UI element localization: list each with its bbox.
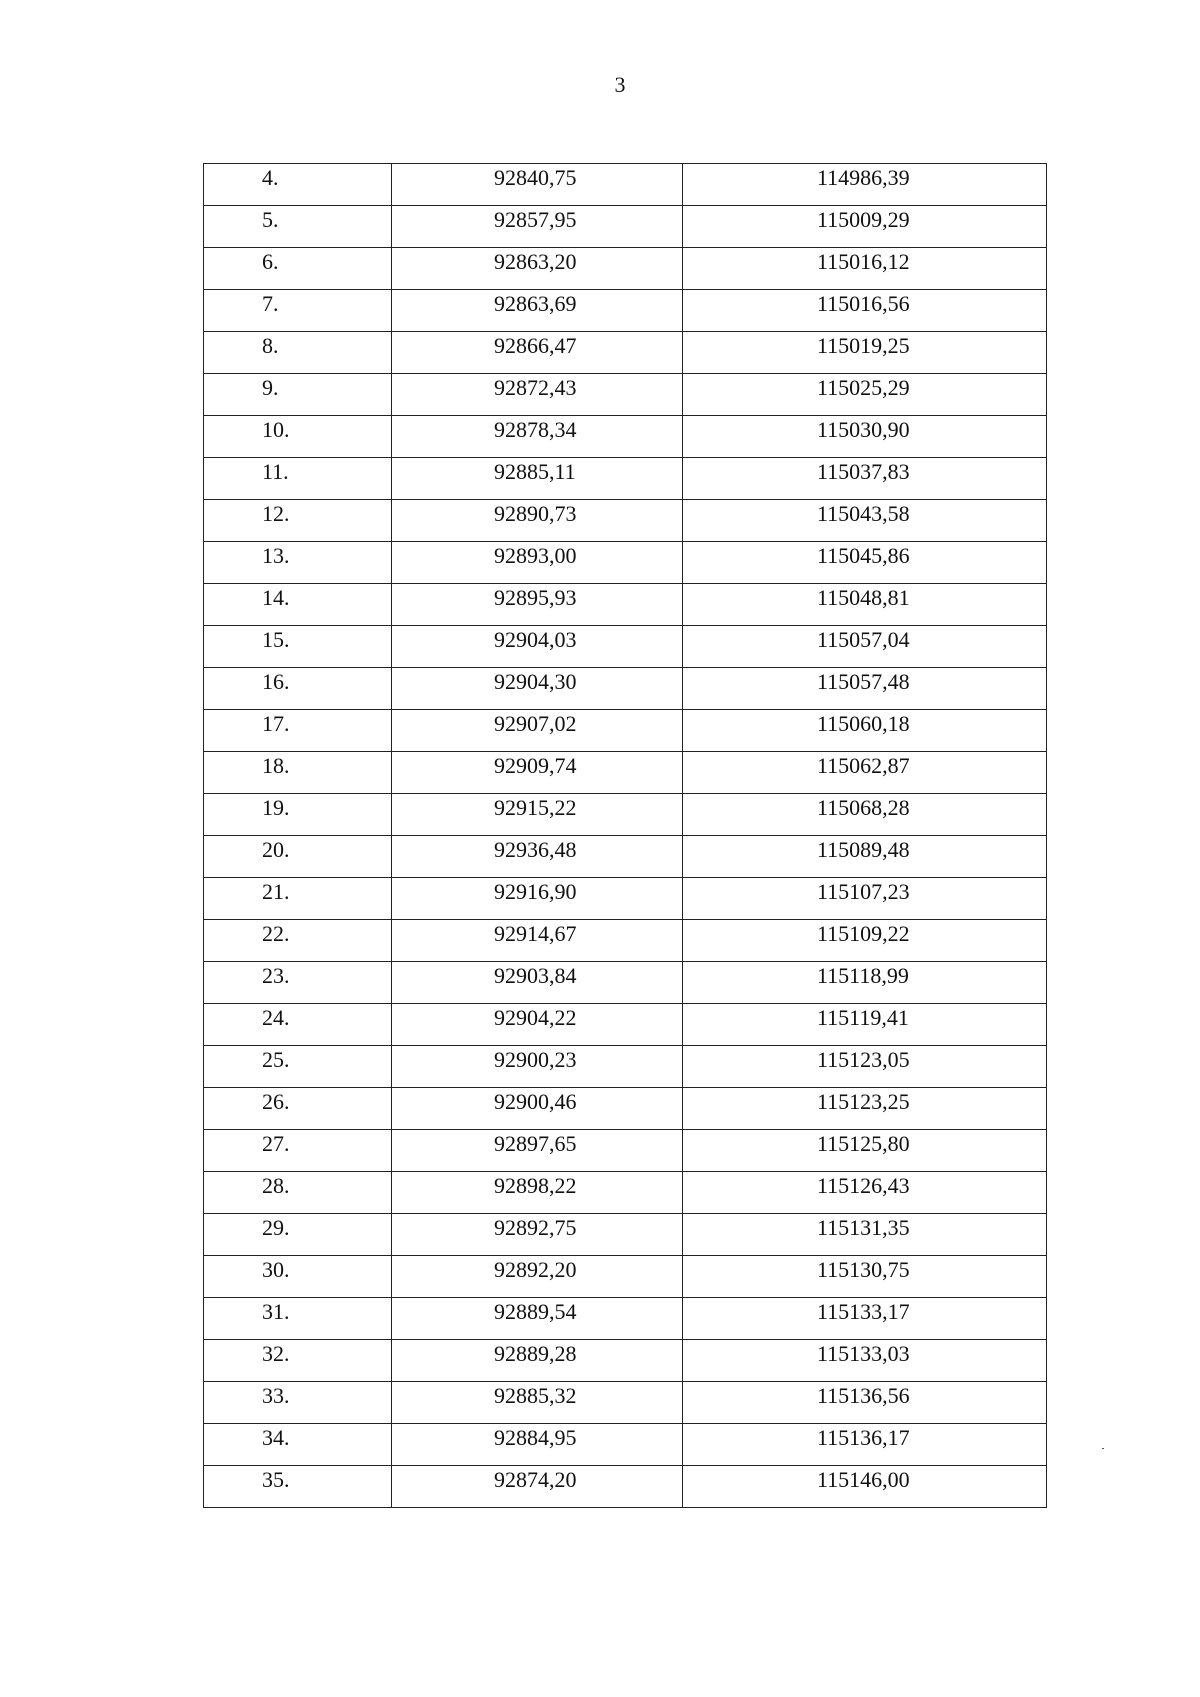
point-number-cell: 24. xyxy=(204,1004,392,1046)
x-coordinate-cell: 92897,65 xyxy=(392,1130,683,1172)
y-coordinate-cell: 115048,81 xyxy=(683,584,1047,626)
point-number-cell: 14. xyxy=(204,584,392,626)
coordinates-table-body xyxy=(204,164,1047,1508)
point-number-cell: 35. xyxy=(204,1466,392,1508)
y-coordinate-cell: 115057,04 xyxy=(683,626,1047,668)
y-coordinate-cell: 115016,12 xyxy=(683,248,1047,290)
table-row xyxy=(204,1424,1047,1466)
table-row xyxy=(204,1046,1047,1088)
y-coordinate-cell: 115146,00 xyxy=(683,1466,1047,1508)
x-coordinate-cell: 92936,48 xyxy=(392,836,683,878)
x-coordinate-cell: 92900,46 xyxy=(392,1088,683,1130)
x-coordinate-cell: 92872,43 xyxy=(392,374,683,416)
table-row xyxy=(204,164,1047,206)
y-coordinate-cell: 115019,25 xyxy=(683,332,1047,374)
table-row xyxy=(204,1382,1047,1424)
y-coordinate-cell: 115136,17 xyxy=(683,1424,1047,1466)
y-coordinate-cell: 115062,87 xyxy=(683,752,1047,794)
table-row xyxy=(204,920,1047,962)
x-coordinate-cell: 92890,73 xyxy=(392,500,683,542)
table-row xyxy=(204,374,1047,416)
table-row xyxy=(204,1340,1047,1382)
table-row xyxy=(204,584,1047,626)
x-coordinate-cell: 92889,28 xyxy=(392,1340,683,1382)
point-number-cell: 34. xyxy=(204,1424,392,1466)
y-coordinate-cell: 115123,25 xyxy=(683,1088,1047,1130)
table-row xyxy=(204,1298,1047,1340)
x-coordinate-cell: 92863,20 xyxy=(392,248,683,290)
point-number-cell: 25. xyxy=(204,1046,392,1088)
y-coordinate-cell: 115123,05 xyxy=(683,1046,1047,1088)
table-row xyxy=(204,542,1047,584)
y-coordinate-cell: 115043,58 xyxy=(683,500,1047,542)
y-coordinate-cell: 115057,48 xyxy=(683,668,1047,710)
point-number-cell: 9. xyxy=(204,374,392,416)
y-coordinate-cell: 115136,56 xyxy=(683,1382,1047,1424)
y-coordinate-cell: 115130,75 xyxy=(683,1256,1047,1298)
point-number-cell: 22. xyxy=(204,920,392,962)
x-coordinate-cell: 92904,30 xyxy=(392,668,683,710)
page-number: 3 xyxy=(614,72,626,97)
point-number-cell: 33. xyxy=(204,1382,392,1424)
point-number-cell: 6. xyxy=(204,248,392,290)
table-row xyxy=(204,1466,1047,1508)
table-row xyxy=(204,1214,1047,1256)
point-number-cell: 20. xyxy=(204,836,392,878)
table-row xyxy=(204,248,1047,290)
x-coordinate-cell: 92904,22 xyxy=(392,1004,683,1046)
x-coordinate-cell: 92916,90 xyxy=(392,878,683,920)
x-coordinate-cell: 92857,95 xyxy=(392,206,683,248)
x-coordinate-cell: 92914,67 xyxy=(392,920,683,962)
table-row xyxy=(204,878,1047,920)
x-coordinate-cell: 92893,00 xyxy=(392,542,683,584)
x-coordinate-cell: 92909,74 xyxy=(392,752,683,794)
point-number-cell: 13. xyxy=(204,542,392,584)
y-coordinate-cell: 115068,28 xyxy=(683,794,1047,836)
x-coordinate-cell: 92907,02 xyxy=(392,710,683,752)
table-row xyxy=(204,668,1047,710)
point-number-cell: 31. xyxy=(204,1298,392,1340)
table-row xyxy=(204,458,1047,500)
point-number-cell: 8. xyxy=(204,332,392,374)
y-coordinate-cell: 115037,83 xyxy=(683,458,1047,500)
table-row xyxy=(204,290,1047,332)
point-number-cell: 11. xyxy=(204,458,392,500)
y-coordinate-cell: 115009,29 xyxy=(683,206,1047,248)
y-coordinate-cell: 115030,90 xyxy=(683,416,1047,458)
x-coordinate-cell: 92874,20 xyxy=(392,1466,683,1508)
table-row xyxy=(204,1130,1047,1172)
table-row xyxy=(204,332,1047,374)
point-number-cell: 23. xyxy=(204,962,392,1004)
x-coordinate-cell: 92889,54 xyxy=(392,1298,683,1340)
y-coordinate-cell: 115060,18 xyxy=(683,710,1047,752)
table-row xyxy=(204,416,1047,458)
y-coordinate-cell: 114986,39 xyxy=(683,164,1047,206)
point-number-cell: 29. xyxy=(204,1214,392,1256)
x-coordinate-cell: 92915,22 xyxy=(392,794,683,836)
point-number-cell: 18. xyxy=(204,752,392,794)
x-coordinate-cell: 92840,75 xyxy=(392,164,683,206)
table-row xyxy=(204,710,1047,752)
x-coordinate-cell: 92885,11 xyxy=(392,458,683,500)
table-row xyxy=(204,1088,1047,1130)
y-coordinate-cell: 115125,80 xyxy=(683,1130,1047,1172)
y-coordinate-cell: 115133,03 xyxy=(683,1340,1047,1382)
point-number-cell: 28. xyxy=(204,1172,392,1214)
y-coordinate-cell: 115016,56 xyxy=(683,290,1047,332)
point-number-cell: 12. xyxy=(204,500,392,542)
x-coordinate-cell: 92863,69 xyxy=(392,290,683,332)
y-coordinate-cell: 115025,29 xyxy=(683,374,1047,416)
table-row xyxy=(204,962,1047,1004)
point-number-cell: 21. xyxy=(204,878,392,920)
point-number-cell: 26. xyxy=(204,1088,392,1130)
x-coordinate-cell: 92884,95 xyxy=(392,1424,683,1466)
x-coordinate-cell: 92895,93 xyxy=(392,584,683,626)
x-coordinate-cell: 92878,34 xyxy=(392,416,683,458)
x-coordinate-cell: 92898,22 xyxy=(392,1172,683,1214)
x-coordinate-cell: 92903,84 xyxy=(392,962,683,1004)
point-number-cell: 5. xyxy=(204,206,392,248)
point-number-cell: 16. xyxy=(204,668,392,710)
table-row xyxy=(204,626,1047,668)
x-coordinate-cell: 92904,03 xyxy=(392,626,683,668)
table-row xyxy=(204,1172,1047,1214)
point-number-cell: 15. xyxy=(204,626,392,668)
x-coordinate-cell: 92885,32 xyxy=(392,1382,683,1424)
x-coordinate-cell: 92892,75 xyxy=(392,1214,683,1256)
point-number-cell: 19. xyxy=(204,794,392,836)
y-coordinate-cell: 115126,43 xyxy=(683,1172,1047,1214)
y-coordinate-cell: 115109,22 xyxy=(683,920,1047,962)
y-coordinate-cell: 115131,35 xyxy=(683,1214,1047,1256)
y-coordinate-cell: 115045,86 xyxy=(683,542,1047,584)
point-number-cell: 32. xyxy=(204,1340,392,1382)
table-row xyxy=(204,752,1047,794)
x-coordinate-cell: 92900,23 xyxy=(392,1046,683,1088)
point-number-cell: 17. xyxy=(204,710,392,752)
table-row xyxy=(204,794,1047,836)
table-row xyxy=(204,206,1047,248)
point-number-cell: 7. xyxy=(204,290,392,332)
point-number-cell: 30. xyxy=(204,1256,392,1298)
table-row xyxy=(204,1004,1047,1046)
x-coordinate-cell: 92892,20 xyxy=(392,1256,683,1298)
y-coordinate-cell: 115119,41 xyxy=(683,1004,1047,1046)
scan-speck xyxy=(1102,1448,1104,1449)
coordinates-table xyxy=(203,163,1047,1508)
table-row xyxy=(204,1256,1047,1298)
table-row xyxy=(204,836,1047,878)
y-coordinate-cell: 115107,23 xyxy=(683,878,1047,920)
y-coordinate-cell: 115118,99 xyxy=(683,962,1047,1004)
table-row xyxy=(204,500,1047,542)
point-number-cell: 4. xyxy=(204,164,392,206)
point-number-cell: 10. xyxy=(204,416,392,458)
y-coordinate-cell: 115089,48 xyxy=(683,836,1047,878)
y-coordinate-cell: 115133,17 xyxy=(683,1298,1047,1340)
point-number-cell: 27. xyxy=(204,1130,392,1172)
x-coordinate-cell: 92866,47 xyxy=(392,332,683,374)
